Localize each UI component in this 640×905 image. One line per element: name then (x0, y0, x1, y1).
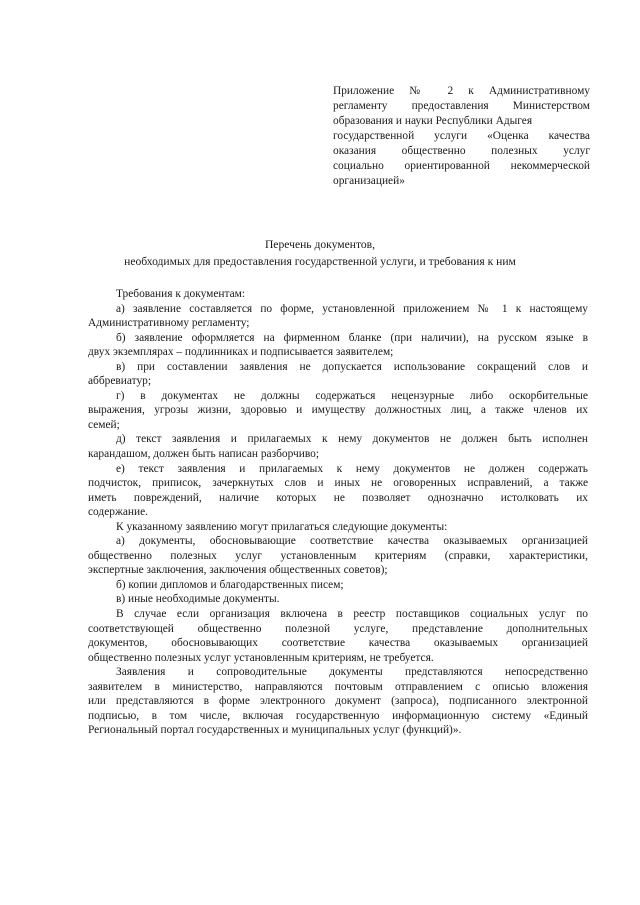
body-line: В случае если организация включена в реестр поставщиков социальных услуг по (116, 608, 588, 621)
document-body (88, 287, 588, 738)
body-line: содержание. (88, 506, 148, 519)
appendix-line: социально ориентированной некоммерческой (333, 160, 590, 172)
body-line: Заявления и сопроводительные документы представляются непосредственно (116, 666, 588, 679)
body-line: г) в документах не должны содержаться нецензурные либо оскорбительные (116, 389, 588, 402)
body-line: в) иные необходимые документы. (116, 593, 280, 606)
body-line: выражения, угрозы жизни, здоровью и имуществу должностных лиц, а также членов их (88, 404, 588, 417)
body-line: иметь повреждений, наличие которых не позволяет однозначно истолковать их (88, 491, 588, 504)
appendix-line: образования и науки Республики Адыгея (333, 115, 533, 127)
body-line: подчисток, приписок, зачеркнутых слов и иных не оговоренных исправлений, а также (88, 477, 588, 490)
body-line: а) заявление составляется по форме, установленной приложением № 1 к настоящему (116, 302, 588, 315)
appendix-line: организацией» (333, 175, 405, 187)
body-line: К указанному заявлению могут прилагаться следующие документы: (116, 520, 448, 533)
body-line: Региональный портал государственных и муниципальных услуг (функций)». (88, 724, 462, 737)
body-line: аббревиатур; (88, 375, 152, 388)
body-line: а) документы, обосновывающие соответствие качества оказываемых организацией (116, 535, 588, 548)
document-subtitle: необходимых для предоставления государственной услуги, и требования к ним (124, 255, 516, 268)
document-title: Перечень документов, (264, 238, 376, 251)
appendix-line: регламенту предоставления Министерством (333, 100, 590, 112)
body-line: подписью, в том числе, включая государственную информационную систему «Единый (88, 709, 588, 722)
body-line: общественно полезных услуг установленным критериям (справки, характеристики, (88, 549, 588, 562)
appendix-line: Приложение № 2 к Административному (333, 85, 590, 97)
appendix-line: оказания общественно полезных услуг (333, 145, 590, 157)
body-line: б) заявление оформляется на фирменном бланке (при наличии), на русском языке в (116, 331, 588, 344)
body-line: документов, обосновывающих соответствие качества оказываемых организацией (88, 637, 588, 650)
body-line: Требования к документам: (116, 288, 246, 300)
appendix-header (333, 84, 590, 189)
body-line: экспертные заключения, заключения общественных советов); (88, 564, 388, 577)
body-line: в) при составлении заявления не допускается использование сокращений слов и (116, 360, 588, 373)
body-line: соответствующей общественно полезной услуге, представление дополнительных (88, 622, 588, 635)
body-line: карандашом, должен быть написан разборчиво; (88, 448, 320, 461)
body-line: д) текст заявления и прилагаемых к нему документов не должен быть исполнен (116, 433, 588, 446)
body-line: Административному регламенту; (88, 317, 250, 330)
body-line: двух экземплярах – подлинниках и подписывается заявителем; (88, 346, 394, 359)
body-line: или представляются в форме электронного документ (запроса), подписанного электронной (88, 695, 588, 708)
body-line: общественно полезных услуг установленным критериям, не требуется. (88, 651, 434, 664)
body-line: семей; (88, 418, 120, 431)
body-line: е) текст заявления и прилагаемых к нему документов не должен содержать (116, 462, 588, 475)
body-line: б) копии дипломов и благодарственных писем; (116, 578, 344, 591)
appendix-line: государственной услуги «Оценка качества (333, 130, 590, 142)
body-line: заявителем в министерство, направляются почтовым отправлением с описью вложения (88, 680, 588, 693)
